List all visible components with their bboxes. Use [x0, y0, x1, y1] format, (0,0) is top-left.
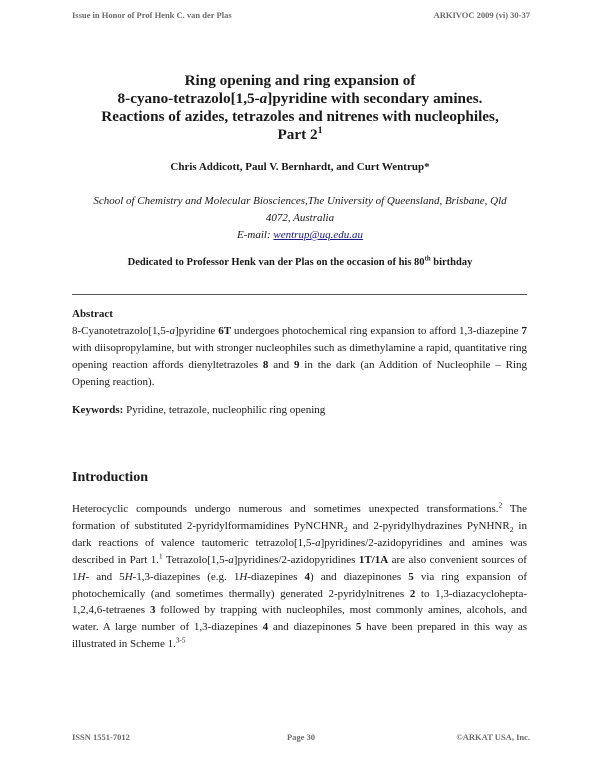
- dedication: Dedicated to Professor Henk van der Plas on the occasion of his 80th birthday: [127, 255, 473, 268]
- running-header: [72, 10, 530, 24]
- affiliation: [60, 193, 540, 244]
- introduction-paragraph: Heterocyclic compounds undergo numerous and sometimes unexpected transformations.$^2$ The formation of substituted 2-pyridylformamidines PyNCHNR$_2$ and 2-pyridylhydrazines PyNHNR$_2$ in dark reactions of valence tautomeric tetrazolo[1,5-a]pyridines/2-azidopyridines and amines was described in Part 1.$^1$ Tetrazolo[1,5-a]pyridines/2-azidopyridines 1T/1A are also convenient sources of 1H- and 5H-1,3-diazepines (e.g. 1H-diazepines 4) and diazepinones 5 via ring expansion of photochemically (and sometimes thermally) generated 2-pyridylnitrenes 2 to 1,3-diazacyclohepta-1,2,4,6-tetraenes 3 followed by trapping with nucleophiles, most commonly amines, alcohols, and water. A large number of 1,3-diazepines 4 and diazepinones 5 have been prepared in this way as illustrated in Scheme 1.$^{3-5}$: [72, 501, 528, 651]
- email-link[interactable]: wentrup@uq.edu.au: [273, 229, 363, 241]
- title-line-4: Part $2^1$: [277, 124, 323, 143]
- introduction-heading: Introduction: [72, 470, 148, 485]
- title-line-1: Ring opening and ring expansion of: [184, 72, 416, 89]
- footer-copyright: ©ARKAT USA, Inc.: [456, 732, 530, 742]
- page-footer: [72, 732, 530, 746]
- title-line-2: 8-cyano-tetrazolo[1,5-a]pyridine with secondary amines.: [117, 90, 483, 107]
- section-divider: [72, 294, 527, 295]
- affiliation-line-2: 4072, Australia: [265, 212, 335, 224]
- affiliation-line-1: School of Chemistry and Molecular Biosciences,The University of Queensland, Brisbane, Qld: [93, 195, 507, 207]
- keywords-text: Pyridine, tetrazole, nucleophilic ring opening: [123, 404, 326, 416]
- abstract-text: 8-Cyanotetrazolo[1,5-a]pyridine 6T undergoes photochemical ring expansion to afford 1,3-diazepine 7 with diisopropylamine, but with stronger nucleophiles such as dimethylamine a rapid, quantitative ring opening reaction affords dienyltetrazoles 8 and 9 in the dark (an Addition of Nucleophile – Ring Opening reaction).: [72, 325, 528, 388]
- keywords-label: Keywords:: [72, 404, 124, 416]
- keywords: [72, 404, 527, 416]
- title-line-3: Reactions of azides, tetrazoles and nitrenes with nucleophiles,: [101, 108, 499, 125]
- abstract-heading: Abstract: [72, 308, 113, 320]
- authors: Chris Addicott, Paul V. Bernhardt, and Curt Wentrup*: [170, 161, 430, 173]
- email-line: E-mail: wentrup@uq.edu.au: [237, 229, 363, 241]
- paper-title: [60, 72, 540, 144]
- footer-issn: ISSN 1551-7012: [72, 732, 130, 742]
- header-journal-issue: Issue in Honor of Prof Henk C. van der Plas: [72, 10, 232, 20]
- header-citation: ARKIVOC 2009 (vi) 30-37: [433, 10, 530, 20]
- footer-page-number: Page 30: [286, 732, 316, 742]
